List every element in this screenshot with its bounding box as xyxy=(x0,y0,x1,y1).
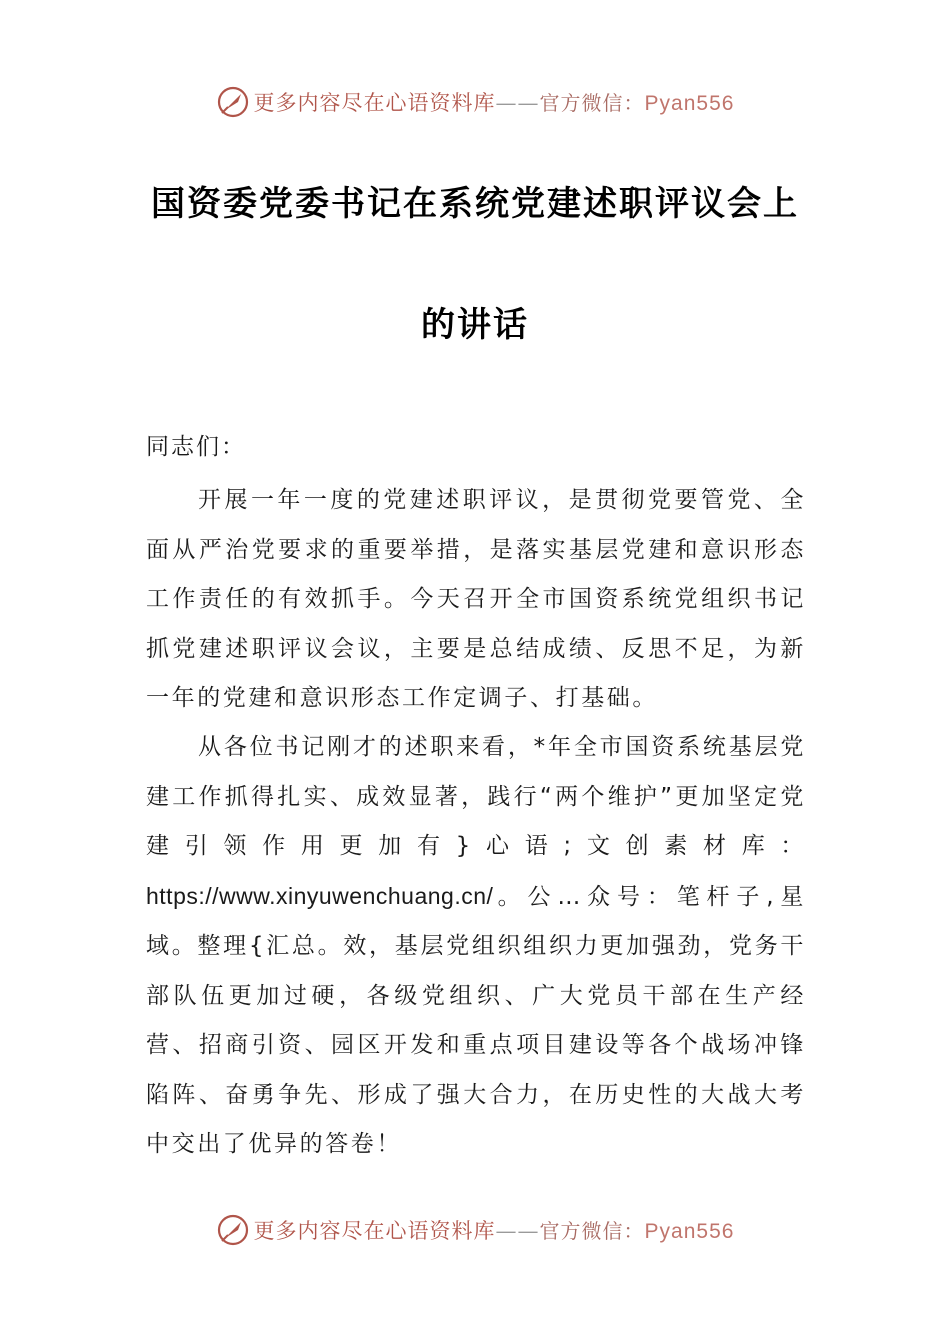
paragraph-2-part-1: 从各位书记刚才的述职来看，*年全市国资系统基层党建工作抓得扎实、成效显著，践行“两个维护”更加坚定党建引领作用更加有}心语;文创素材库： xyxy=(146,734,806,859)
body-paragraph-2 xyxy=(146,723,806,1170)
banner-wechat-label: 官方微信： xyxy=(539,1219,645,1243)
banner-wechat-id: Pyan556 xyxy=(644,1220,735,1243)
paragraph-2-text xyxy=(146,723,806,1170)
document-title-line-2: 的讲话 xyxy=(421,305,529,345)
body-paragraph-1 xyxy=(146,476,806,724)
banner-text xyxy=(254,87,735,117)
banner-wechat-id: Pyan556 xyxy=(644,92,735,115)
paragraph-1-text: 开展一年一度的党建述职评议，是贯彻党要管党、全面从严治党要求的重要举措，是落实基层党建和意识形态工作责任的有效抓手。今天召开全市国资系统党组织书记抓党建述职评议会议，主要是总结成绩、反思不足，为新一年的党建和意识形态工作定调子、打基础。 xyxy=(146,487,806,711)
banner-separator: —— xyxy=(495,1219,540,1243)
quill-pen-logo-icon xyxy=(216,1213,250,1247)
banner-main-text: 更多内容尽在心语资料库 xyxy=(253,1219,496,1243)
header-banner xyxy=(0,82,950,122)
quill-pen-logo-icon xyxy=(216,85,250,119)
banner-wechat-label: 官方微信： xyxy=(539,91,645,115)
banner-separator: —— xyxy=(495,91,540,115)
document-title-line-1: 国资委党委书记在系统党建述职评议会上 xyxy=(151,184,799,224)
paragraph-2-url: https://www.xinyuwenchuang.cn/ xyxy=(146,882,494,909)
salutation: 同志们： xyxy=(146,434,246,460)
paragraph-2-part-2: 。公…众号：笔杆子,星域。整理{汇总。效，基层党组织组织力更加强劲，党务干部队伍更加过硬，各级党组织、广大党员干部在生产经营、招商引资、园区开发和重点项目建设等各个战场冲锋陷阵、奋勇争先、形成了强大合力，在历史性的大战大考中交出了优异的答卷！ xyxy=(146,883,806,1157)
banner-text xyxy=(254,1215,735,1245)
banner-main-text: 更多内容尽在心语资料库 xyxy=(253,91,496,115)
footer-banner xyxy=(0,1210,950,1250)
